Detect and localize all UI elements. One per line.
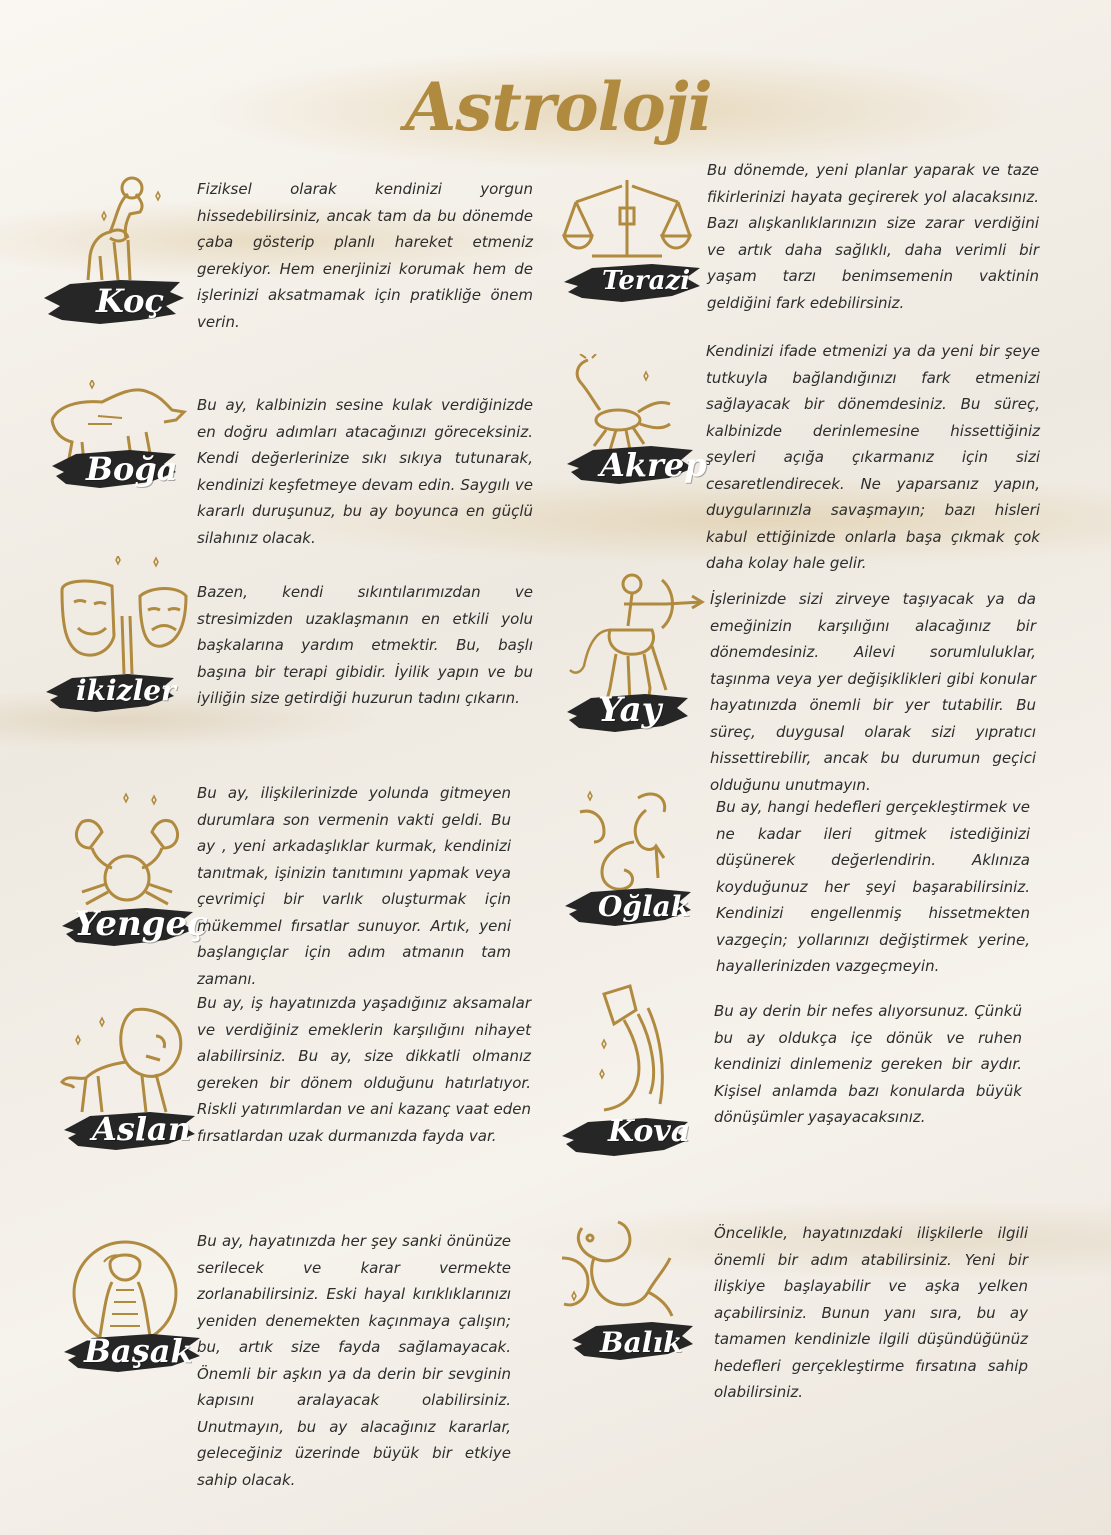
sign-description: Bu ay derin bir nefes alıyorsunuz. Çünkü bu ay oldukça içe dönük ve ruhen kendinizi dinlemeniz gereken bir aydır. Kişisel anlamda bazı konularda büyük dönüşümler yaşayacaksınız. (714, 1002, 1022, 1126)
sign-name: Boğa (86, 450, 178, 488)
sign-name: Oğlak (598, 890, 691, 923)
sign-name: Kova (608, 1114, 691, 1149)
sea-goat-icon (578, 788, 678, 898)
crab-icon (62, 792, 192, 912)
sign-description: Öncelikle, hayatınızdaki ilişkilerle ilgili önemli bir adım atabilirsiniz. Yeni bir ilişkiye başlayabilir ve aşka yelken açabilirsiniz. Bunun yanı sıra, bu ay tamamen kendinizle ilgili düşündüğünüz hedefleri gerçekleştirme fırsatına sahip olabilirsiniz. (714, 1224, 1028, 1401)
sign-name: Aslan (92, 1110, 191, 1148)
sign-description: Bazen, kendi sıkıntılarımızdan ve stresimizden uzaklaşmanın en etkili yolu başkalarına yardım etmektir. Bu, başlı başına bir terapi gibidir. İyilik yapın ve bu iyiliğin size getirdiği huzurun tadını çıkarın. (197, 583, 533, 707)
sign-description: İşlerinizde sizi zirveye taşıyacak ya da emeğinizin karşılığını alacağınız bir dönemdesiniz. Ailevi sorumluluklar, taşınma veya yer değişiklikleri gibi konular hayatınızda önemli bir yer tutabilir. Bu süreç, duygusal olarak sizi yıpratıcı hissettirebilir, ancak bu durumun geçici olduğunu unutmayın. (710, 590, 1036, 794)
scorpion-icon (570, 354, 680, 454)
sign-name: Akrep (600, 446, 707, 484)
sign-name: ikizler (76, 674, 176, 707)
sign-description: Fiziksel olarak kendinizi yorgun hissedebilirsiniz, ancak tam da bu dönemde çaba gösterip planlı hareket etmeniz gerekiyor. Hem enerjinizi korumak hem de işlerinizi aksatmamak için pratikliğe önem verin. (197, 180, 533, 331)
sign-name: Başak (84, 1332, 193, 1370)
water-bearer-icon (594, 984, 674, 1120)
sign-name: Yay (598, 690, 662, 730)
sign-description: Bu ay, hangi hedefleri gerçekleştirmek ve ne kadar ileri gitmek istediğinizi düşünerek değerlendirin. Aklınıza koyduğunuz her şeyi başarabilirsiniz. Kendinizi engellenmiş hissetmekten vazgeçin; yollarınızı değiştirmek yerine, hayallerinizden vazgeçmeyin. (716, 798, 1030, 975)
lion-icon (56, 1006, 188, 1116)
scales-icon (562, 176, 692, 266)
sign-description: Bu ay, ilişkilerinizde yolunda gitmeyen durumlara son vermenin vakti geldi. Bu ay , yeni arkadaşlıklar kurmak, kendinizi tanıtmak, işinizin tanıtımını yapmak veya çevrimiçi bir varlık oluşturmak için mükemmel fırsatlar sunuyor. Artık, yeni başlangıçlar için adım atmanın tam zamanı. (197, 784, 511, 988)
page-title: Astroloji (405, 68, 712, 146)
twins-masks-icon (52, 556, 192, 676)
sign-name: Balık (600, 1326, 683, 1359)
sign-name: Yengeç (74, 904, 208, 944)
sign-description: Bu ay, hayatınızda her şey sanki önünüze serilecek ve karar vermekte zorlanabilirsiniz. Eski hayal kırıklıklarınızı yeniden denemekten kaçınmaya çalışın; bu, artık size fayda sağlamayacak. Önemli bir aşkın ya da derin bir sevginin kapısını aralayacak olabilirsiniz. Unutmayın, bu ay alacağınız kararlar, geleceğiniz üzerinde büyük bir etkiye sahip olacak. (197, 1232, 511, 1489)
sign-description: Bu dönemde, yeni planlar yaparak ve taze fikirlerinizi hayata geçirerek yol alacaksınız. Bazı alışkanlıklarınızın size zarar verdiğini ve artık daha sağlıklı, daha verimli bir yaşam tarzı benimsemenin vaktinin geldiğini fark edebilirsiniz. (707, 161, 1039, 312)
sign-description: Bu ay, kalbinizin sesine kulak verdiğinizde en doğru adımları atacağınızı göreceksiniz. Kendi değerlerinize sıkı sıkıya tutunarak, kendinizi keşfetmeye devam edin. Saygılı ve kararlı duruşunuz, bu ay boyunca en güçlü silahınız olacak. (197, 396, 533, 547)
sign-description: Bu ay, iş hayatınızda yaşadığınız aksamalar ve verdiğiniz emeklerin karşılığını nihayet alabilirsiniz. Bu ay, size dikkatli olmanız gereken bir dönem olduğunu hatırlatıyor. Riskli yatırımlardan ve ani kazanç vaat eden fırsatlardan uzak durmanızda fayda var. (197, 994, 531, 1145)
sign-name: Koç (96, 282, 164, 320)
archer-icon (566, 570, 706, 710)
sign-description: Kendinizi ifade etmenizi ya da yeni bir şeye tutkuyla bağlandığınızı fark etmenizi sağlayacak bir dönemdesiniz. Bu süreç, kalbinizde derinlemesine hissettiğiniz şeyleri açığa çıkarmanız için sizi cesaretlendirecek. Ne yaparsanız yapın, duygularınızla savaşmayın; bazı hisleri kabul ettiğinizde onlarla başa çıkmak çok daha kolay hale gelir. (706, 342, 1040, 572)
fish-icon (558, 1218, 674, 1322)
sign-name: Terazi (602, 266, 691, 296)
ram-icon (70, 172, 170, 290)
